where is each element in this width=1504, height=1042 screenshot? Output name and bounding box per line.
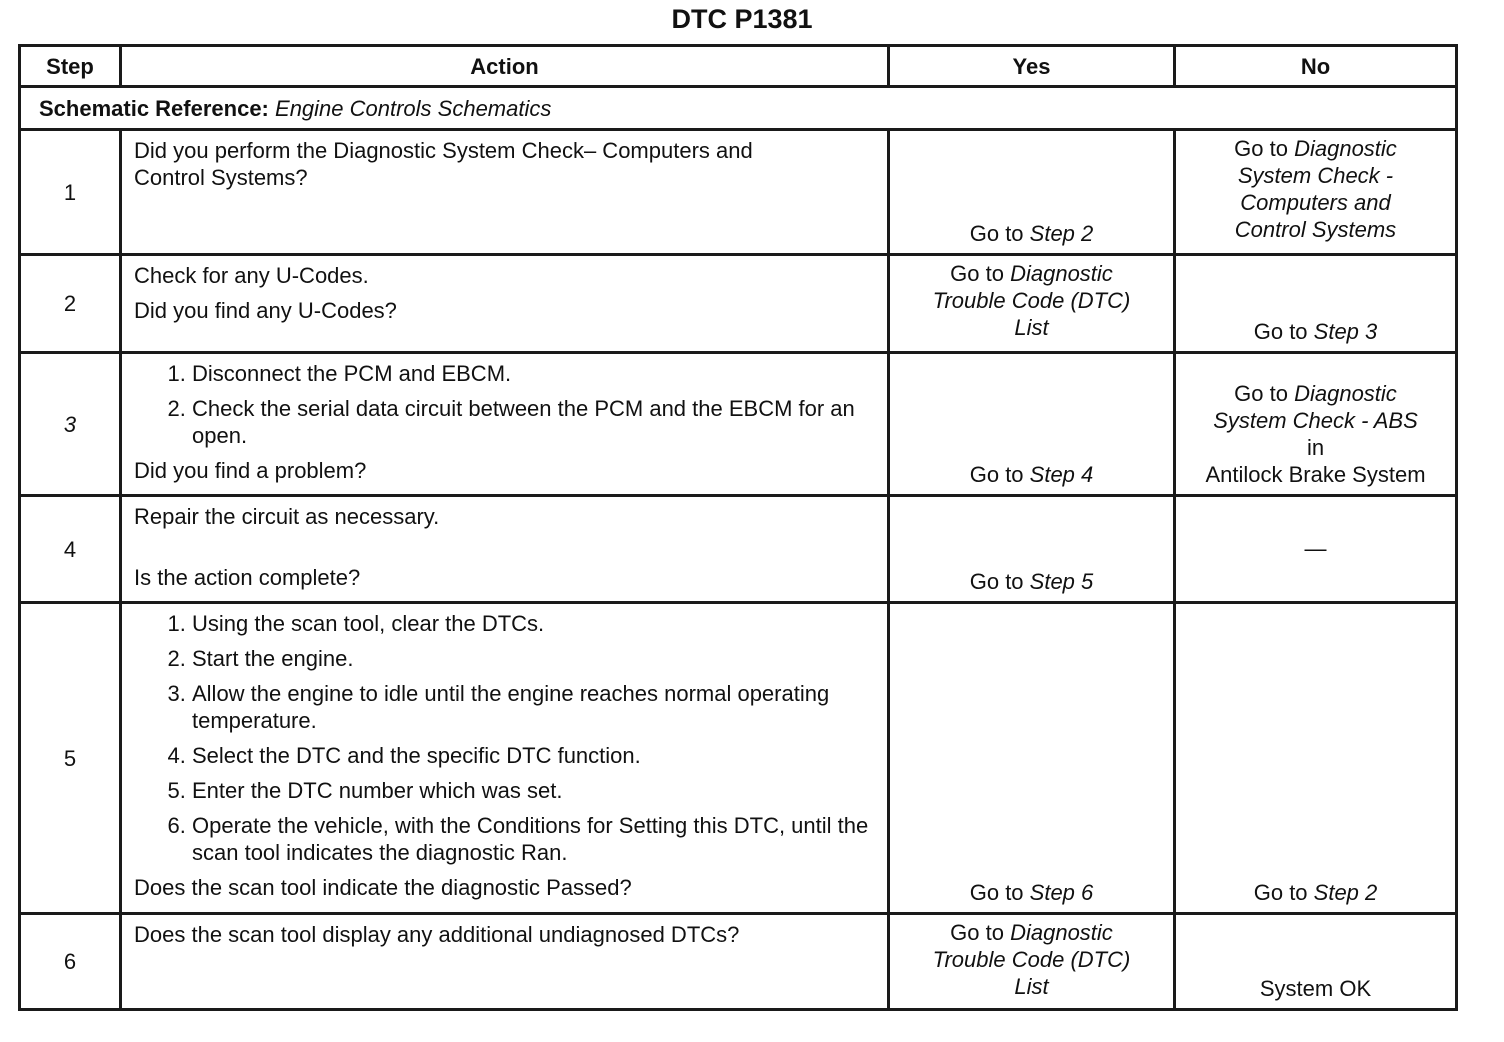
yes-prefix: Go to — [969, 221, 1030, 246]
action-cell — [121, 130, 889, 255]
no-prefix: Go to — [1253, 319, 1314, 344]
step-number: 6 — [20, 914, 121, 1010]
yes-cell — [889, 255, 1175, 353]
table-row — [20, 496, 1457, 603]
yes-prefix: Go to — [950, 261, 1011, 286]
no-link[interactable]: Diagnostic System Check - Computers and Control Systems — [1234, 136, 1397, 242]
schematic-link[interactable]: Engine Controls Schematics — [275, 95, 552, 121]
list-item: 3. Allow the engine to idle until the engine reaches normal operating temperature. — [192, 680, 875, 734]
schematic-row — [20, 87, 1457, 130]
no-cell — [1175, 255, 1457, 353]
header-yes: Yes — [889, 46, 1175, 87]
no-prefix: Go to — [1253, 880, 1314, 905]
list-item: 5. Enter the DTC number which was set. — [192, 777, 875, 804]
no-link[interactable]: Diagnostic System Check - ABS — [1213, 381, 1418, 433]
table-row — [20, 603, 1457, 914]
action-steps — [134, 360, 875, 449]
action-line: Repair the circuit as necessary. — [134, 504, 440, 529]
yes-prefix: Go to — [950, 920, 1011, 945]
yes-cell — [889, 914, 1175, 1010]
schematic-label: Schematic Reference: — [39, 95, 269, 121]
action-cell — [121, 603, 889, 914]
no-cell: System OK — [1175, 914, 1457, 1010]
table-row — [20, 353, 1457, 496]
schematic-reference — [20, 87, 1457, 130]
action-question: Did you find any U-Codes? — [134, 298, 397, 323]
no-manual-section: Antilock Brake System — [1205, 462, 1426, 487]
action-text: Did you perform the Diagnostic System Check– Computers and Control Systems? — [134, 138, 753, 190]
yes-prefix: Go to — [969, 880, 1030, 905]
table-row — [20, 914, 1457, 1010]
action-line: Check for any U-Codes. — [134, 263, 369, 288]
yes-cell — [889, 603, 1175, 914]
action-cell — [121, 255, 889, 353]
list-item: 6. Operate the vehicle, with the Conditions for Setting this DTC, until the scan tool indicates the diagnostic Ran. — [192, 812, 875, 866]
table-row — [20, 130, 1457, 255]
no-cell: — — [1175, 496, 1457, 603]
step-number: 3 — [20, 353, 121, 496]
yes-link[interactable]: Step 5 — [1029, 569, 1094, 594]
yes-prefix: Go to — [969, 462, 1030, 487]
list-item: 1. Using the scan tool, clear the DTCs. — [192, 610, 875, 637]
no-cell — [1175, 603, 1457, 914]
step-number: 1 — [20, 130, 121, 255]
no-link[interactable]: Step 2 — [1313, 880, 1378, 905]
action-question: Does the scan tool display any additional undiagnosed DTCs? — [134, 922, 740, 947]
no-prefix: Go to — [1234, 381, 1295, 406]
header-action: Action — [121, 46, 889, 87]
list-item: 2. Check the serial data circuit between the PCM and the EBCM for an open. — [192, 395, 875, 449]
yes-cell — [889, 353, 1175, 496]
no-cell — [1175, 130, 1457, 255]
yes-link[interactable]: Diagnostic Trouble Code (DTC) List — [932, 261, 1131, 340]
action-cell — [121, 353, 889, 496]
list-item: 2. Start the engine. — [192, 645, 875, 672]
header-step: Step — [20, 46, 121, 87]
action-question: Is the action complete? — [134, 565, 361, 590]
yes-link[interactable]: Step 4 — [1029, 462, 1094, 487]
step-number: 5 — [20, 603, 121, 914]
action-cell — [121, 914, 889, 1010]
no-cell — [1175, 353, 1457, 496]
step-number: 2 — [20, 255, 121, 353]
step-number: 4 — [20, 496, 121, 603]
no-prefix: Go to — [1234, 136, 1295, 161]
header-no: No — [1175, 46, 1457, 87]
diagnostic-table — [18, 44, 1458, 1011]
yes-prefix: Go to — [969, 569, 1030, 594]
action-question: Did you find a problem? — [134, 458, 367, 483]
list-item: 1. Disconnect the PCM and EBCM. — [192, 360, 875, 387]
action-question: Does the scan tool indicate the diagnostic Passed? — [134, 875, 632, 900]
action-steps — [134, 610, 875, 866]
yes-link[interactable]: Diagnostic Trouble Code (DTC) List — [932, 920, 1131, 999]
yes-link[interactable]: Step 2 — [1029, 221, 1094, 246]
action-cell — [121, 496, 889, 603]
page-title: DTC P1381 — [671, 4, 813, 34]
list-item: 4. Select the DTC and the specific DTC function. — [192, 742, 875, 769]
no-connector: in — [1306, 435, 1325, 460]
yes-cell — [889, 130, 1175, 255]
no-link[interactable]: Step 3 — [1313, 319, 1378, 344]
yes-cell — [889, 496, 1175, 603]
yes-link[interactable]: Step 6 — [1029, 880, 1094, 905]
table-row — [20, 255, 1457, 353]
header-row — [20, 46, 1457, 87]
